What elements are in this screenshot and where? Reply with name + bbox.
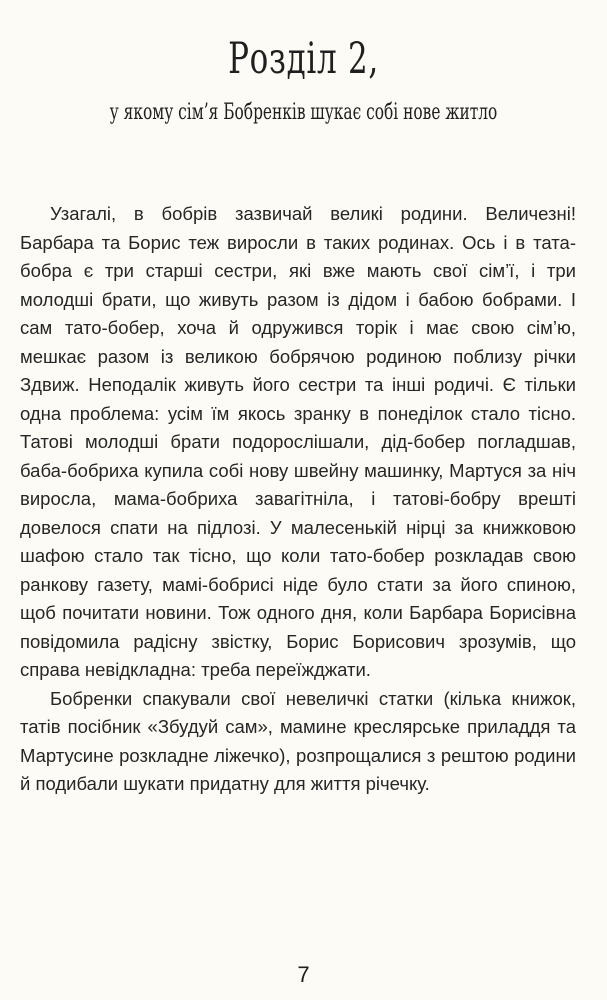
paragraph-2: Бобренки спакували свої невеличкі статки (кілька книжок, татів посібник «Збудуй сам», мамине креслярське приладдя та Мартусине розкладне ліжечко), розпрощалися з рештою родини й подибали шукати придатну для життя річечку. [20, 687, 576, 794]
chapter-title: Розділ 2, [228, 34, 379, 84]
chapter-body [20, 200, 576, 799]
page-number: 7 [297, 962, 310, 987]
chapter-subtitle: у якому сім’я Бобренків шукає собі нове житло [109, 100, 498, 125]
paragraph-1: Узагалі, в бобрів зазвичай великі родини. Величезні! Барбара та Борис теж виросли в таких родинах. Ось і в тата-бобра є три старші сестри, які вже мають свої сім’ї, і три молодші брати, що живуть разом із дідом і бабою бобрами. І сам тато-бобер, хоча й одружився торік і має свою сім’ю, мешкає разом із великою бобрячою родиною поблизу річки Здвиж. Неподалік живуть його сестри та інші родичі. Є тільки одна проблема: усім їм якось зранку в понеділок стало тісно. Татові молодші брати подорослішали, дід-бобер погладшав, баба-бобриха купила собі нову швейну машинку, Мартуся за ніч виросла, мама-бобриха завагітніла, і татові-бобру врешті довелося спати на підлозі. У малесенькій нірці за книжковою шафою стало так тісно, що коли тато-бобер розкладав свою ранкову газету, мамі-бобрисі ніде було стати за його спиною, щоб почитати новини. Тож одного дня, коли Барбара Борисівна повідомила радісну звістку, Борис Борисович зрозумів, що справа невідкладна: треба переїжджати. [20, 203, 576, 680]
